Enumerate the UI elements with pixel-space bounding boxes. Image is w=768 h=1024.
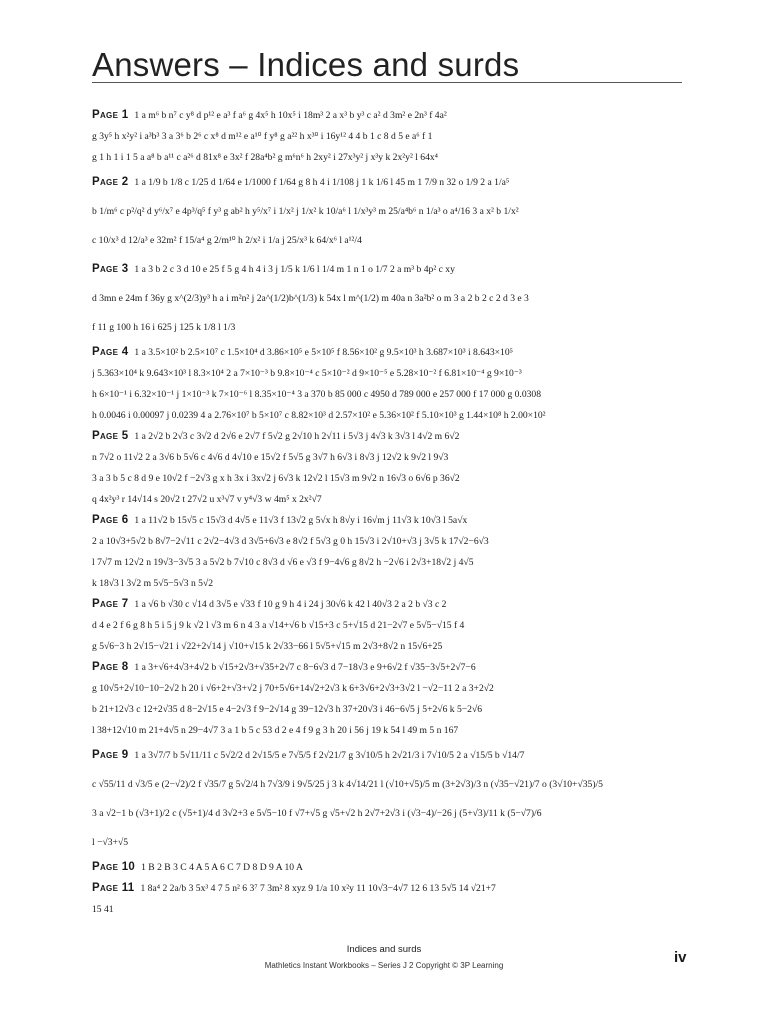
- section-heading: Page 2: [92, 176, 129, 188]
- answer-text: l 7√7 m 12√2 n 19√3−3√5 3 a 5√2 b 7√10 c 8√3 d √6 e √3 f 9−4√6 g 8√2 h −2√6 i 2√3+18√2 j 4√5: [92, 557, 474, 568]
- answer-line: [92, 552, 692, 573]
- section-heading: Page 9: [92, 749, 129, 761]
- answer-line: [92, 363, 692, 384]
- answer-line: [92, 878, 692, 899]
- answer-line: [92, 636, 692, 657]
- section-heading: Page 4: [92, 346, 129, 358]
- answer-text: 15 41: [92, 904, 114, 915]
- answer-line: [92, 197, 692, 226]
- answer-text: 1 a 2√2 b 2√3 c 3√2 d 2√6 e 2√7 f 5√2 g 2√10 h 2√11 i 5√3 j 4√3 k 3√3 l 4√2 m 6√2: [134, 431, 460, 442]
- answer-text: d 4 e 2 f 6 g 8 h 5 i 5 j 9 k √2 l √3 m 6 n 4 3 a √14+√6 b √15+3 c 5+√15 d 21−2√7 e 5√5−√15 f 4: [92, 620, 465, 631]
- answer-text: 2 a 10√3+5√2 b 8√7−2√11 c 2√2−4√3 d 3√5+6√3 e 8√2 f 5√3 g 0 h 15√3 i 2√10+√3 j 3√5 k 17√2−6√3: [92, 536, 489, 547]
- answer-line: [92, 828, 692, 857]
- answer-text: b 21+12√3 c 12+2√35 d 8−2√15 e 4−2√3 f 9−2√14 g 39−12√3 h 37+20√3 i 46−6√5 j 5+2√6 k 5−2√6: [92, 704, 483, 715]
- answer-text: 1 a 11√2 b 15√5 c 15√3 d 4√5 e 11√3 f 13√2 g 5√x h 8√y i 16√m j 11√3 k 10√3 l 5a√x: [134, 515, 468, 526]
- section-heading: Page 6: [92, 514, 129, 526]
- answers-body: [92, 105, 692, 920]
- answer-text: k 18√3 l 3√2 m 5√5−5√3 n 5√2: [92, 578, 214, 589]
- answer-text: 1 a 3 b 2 c 3 d 10 e 25 f 5 g 4 h 4 i 3 j 1/5 k 1/6 l 1/4 m 1 n 1 o 1/7 2 a m³ b 4p² c xy: [134, 264, 455, 275]
- answer-text: 1 a 3.5×10² b 2.5×10⁷ c 1.5×10⁴ d 3.86×10⁵ e 5×10⁵ f 8.56×10² g 9.5×10³ h 3.687×10³ i 8.643×10⁵: [134, 347, 513, 358]
- answer-line: [92, 468, 692, 489]
- answer-line: [92, 510, 692, 531]
- answer-text: 3 a √2−1 b (√3+1)/2 c (√5+1)/4 d 3√2+3 e 5√5−10 f √7+√5 g √5+√2 h 2√7+2√3 i (√3−4)/−26 j (5+√3)/11 k (5−√7)/6: [92, 808, 542, 819]
- answer-text: l −√3+√5: [92, 837, 129, 848]
- answer-line: [92, 594, 692, 615]
- answer-text: b 1/m⁶ c p²/q² d y⁶/x⁷ e 4p³/q⁵ f y³ g ab² h y⁵/x⁷ i 1/x² j 1/x² k 10/a⁶ l 1/x³y³ m 25/a⁴b⁶ n 1/a³ o a⁴/16 3 a x² b 1/x²: [92, 206, 519, 217]
- footer-subtitle: Mathletics Instant Workbooks – Series J 2 Copyright © 3P Learning: [264, 961, 504, 970]
- page-title: Answers – Indices and surds: [92, 46, 520, 83]
- answer-line: [92, 126, 692, 147]
- answer-line: [92, 615, 692, 636]
- answer-line: [92, 147, 692, 168]
- answer-text: g 5√6−3 h 2√15−√21 i √22+2√14 j √10+√15 k 2√33−66 l 5√5+√15 m 2√3+8√2 n 15√6+25: [92, 641, 443, 652]
- answer-line: [92, 531, 692, 552]
- answer-line: [92, 678, 692, 699]
- answer-line: [92, 284, 692, 313]
- answer-line: [92, 405, 692, 426]
- answer-text: j 5.363×10⁴ k 9.643×10³ l 8.3×10⁴ 2 a 7×10⁻³ b 9.8×10⁻⁴ c 5×10⁻² d 9×10⁻⁵ e 5.28×10⁻² f 6.81×10⁻⁴ g 9×10⁻³: [92, 368, 522, 379]
- answer-line: [92, 741, 692, 770]
- section-heading: Page 5: [92, 430, 129, 442]
- section-heading: Page 11: [92, 882, 135, 894]
- answer-text: l 38+12√10 m 21+4√5 n 29−4√7 3 a 1 b 5 c 53 d 2 e 4 f 9 g 3 h 20 i 56 j 19 k 54 l 49 m 5 n 167: [92, 725, 459, 736]
- answer-text: g 10√5+2√10−10−2√2 h 20 i √6+2+√3+√2 j 70+5√6+14√2+2√3 k 6+3√6+2√3+3√2 l −√2−11 2 a 3+2√2: [92, 683, 494, 694]
- answer-line: [92, 857, 692, 878]
- answer-line: [92, 313, 692, 342]
- answer-line: [92, 720, 692, 741]
- section-heading: Page 8: [92, 661, 129, 673]
- answer-line: [92, 168, 692, 197]
- answer-text: h 0.0046 i 0.00097 j 0.0239 4 a 2.76×10⁷ b 5×10⁷ c 8.82×10³ d 2.57×10² e 5.36×10² f 5.10×10³ g 1.44×10⁸ h 2.00×10²: [92, 410, 546, 421]
- answer-line: [92, 105, 692, 126]
- section-heading: Page 10: [92, 861, 136, 873]
- footer-title: Indices and surds: [346, 944, 422, 955]
- section-heading: Page 3: [92, 263, 129, 275]
- answer-line: [92, 489, 692, 510]
- answer-text: 1 a 3√7/7 b 5√11/11 c 5√2/2 d 2√15/5 e 7√5/5 f 2√21/7 g 3√10/5 h 2√21/3 i 7√10/5 2 a √15/5 b √14/7: [134, 750, 525, 761]
- answer-line: [92, 699, 692, 720]
- answer-text: 1 B 2 B 3 C 4 A 5 A 6 C 7 D 8 D 9 A 10 A: [141, 862, 303, 873]
- answer-text: n 7√2 o 11√2 2 a 3√6 b 5√6 c 4√6 d 4√10 e 15√2 f 5√5 g 3√7 h 6√3 i 8√3 j 12√2 k 9√2 l 9√3: [92, 452, 449, 463]
- answer-line: [92, 255, 692, 284]
- answer-text: f 11 g 100 h 16 i 625 j 125 k 1/8 l 1/3: [92, 322, 236, 333]
- answer-text: 1 a 1/9 b 1/8 c 1/25 d 1/64 e 1/1000 f 1/64 g 8 h 4 i 1/108 j 1 k 1/6 l 45 m 1 7/9 n 32 o 1/9 2 a 1/a⁵: [134, 177, 510, 188]
- answer-line: [92, 447, 692, 468]
- answer-line: [92, 384, 692, 405]
- answer-text: c 10/x³ d 12/a³ e 32m² f 15/a⁴ g 2/m¹⁰ h 2/x² i 1/a j 25/x³ k 64/x⁶ l a¹²/4: [92, 235, 362, 246]
- answer-text: 1 a √6 b √30 c √14 d 3√5 e √33 f 10 g 9 h 4 i 24 j 30√6 k 42 l 40√3 2 a 2 b √3 c 2: [134, 599, 447, 610]
- answer-text: g 1 h 1 i 1 5 a a⁸ b a¹¹ c a²⁶ d 81x⁸ e 3x² f 28a⁴b² g m⁶n⁶ h 2xy² i 27x³y² j x³y k 2x²y² l 64x⁴: [92, 152, 439, 163]
- answer-line: [92, 342, 692, 363]
- answer-line: [92, 226, 692, 255]
- answer-text: c √55/11 d √3/5 e (2−√2)/2 f √35/7 g 5√2/4 h 7√3/9 i 9√5/25 j 3 k 4√14/21 l (√10+√5)/5 m (3+2√3)/3 n (√35−√21)/7 o (3√10+√35)/5: [92, 779, 603, 790]
- answer-line: [92, 657, 692, 678]
- page-number: iv: [674, 949, 687, 966]
- answer-line: [92, 426, 692, 447]
- section-heading: Page 1: [92, 109, 129, 121]
- answer-line: [92, 573, 692, 594]
- answer-text: 1 a m⁶ b n⁷ c y⁸ d p¹² e a³ f a⁶ g 4x⁵ h 10x⁵ i 18m³ 2 a x³ b y³ c a² d 3m² e 2n³ f 4a²: [134, 110, 447, 121]
- answer-text: d 3mn e 24m f 36y g x^(2/3)y³ h a i m²n² j 2a^(1/2)b^(1/3) k 54x l m^(1/2) m 40a n 3a²b² o m 3 a 2 b 2 c 2 d 3 e 3: [92, 293, 529, 304]
- answer-line: [92, 799, 692, 828]
- answer-text: 1 8a⁴ 2 2a/b 3 5x³ 4 7 5 n² 6 3⁷ 7 3m² 8 xyz 9 1/a 10 x²y 11 10√3−4√7 12 6 13 5√5 14 √21+7: [140, 883, 496, 894]
- answer-text: 1 a 3+√6+4√3+4√2 b √15+2√3+√35+2√7 c 8−6√3 d 7−18√3 e 9+6√2 f √35−3√5+2√7−6: [134, 662, 476, 673]
- section-heading: Page 7: [92, 598, 129, 610]
- answer-line: [92, 770, 692, 799]
- answer-line: [92, 899, 692, 920]
- answer-text: 3 a 3 b 5 c 8 d 9 e 10√2 f −2√3 g x h 3x i 3x√2 j 6√3 k 12√2 l 15√3 m 9√2 n 16√3 o 6√6 p 36√2: [92, 473, 460, 484]
- title-underline: [92, 82, 682, 83]
- answer-text: q 4x²y³ r 14√14 s 20√2 t 27√2 u x³√7 v y⁴√3 w 4m⁵ x 2x²√7: [92, 494, 322, 505]
- answer-text: g 3y⁵ h x²y² i a³b³ 3 a 3⁶ b 2⁶ c x⁸ d m¹² e a¹⁰ f y⁸ g a²² h x³⁰ i 16y¹² 4 4 b 1 c 8 d 5 e a⁶ f 1: [92, 131, 433, 142]
- answer-text: h 6×10⁻¹ i 6.32×10⁻¹ j 1×10⁻³ k 7×10⁻⁶ l 8.35×10⁻⁴ 3 a 370 b 85 000 c 4950 d 789 000 e 257 000 f 17 000 g 0.0308: [92, 389, 542, 400]
